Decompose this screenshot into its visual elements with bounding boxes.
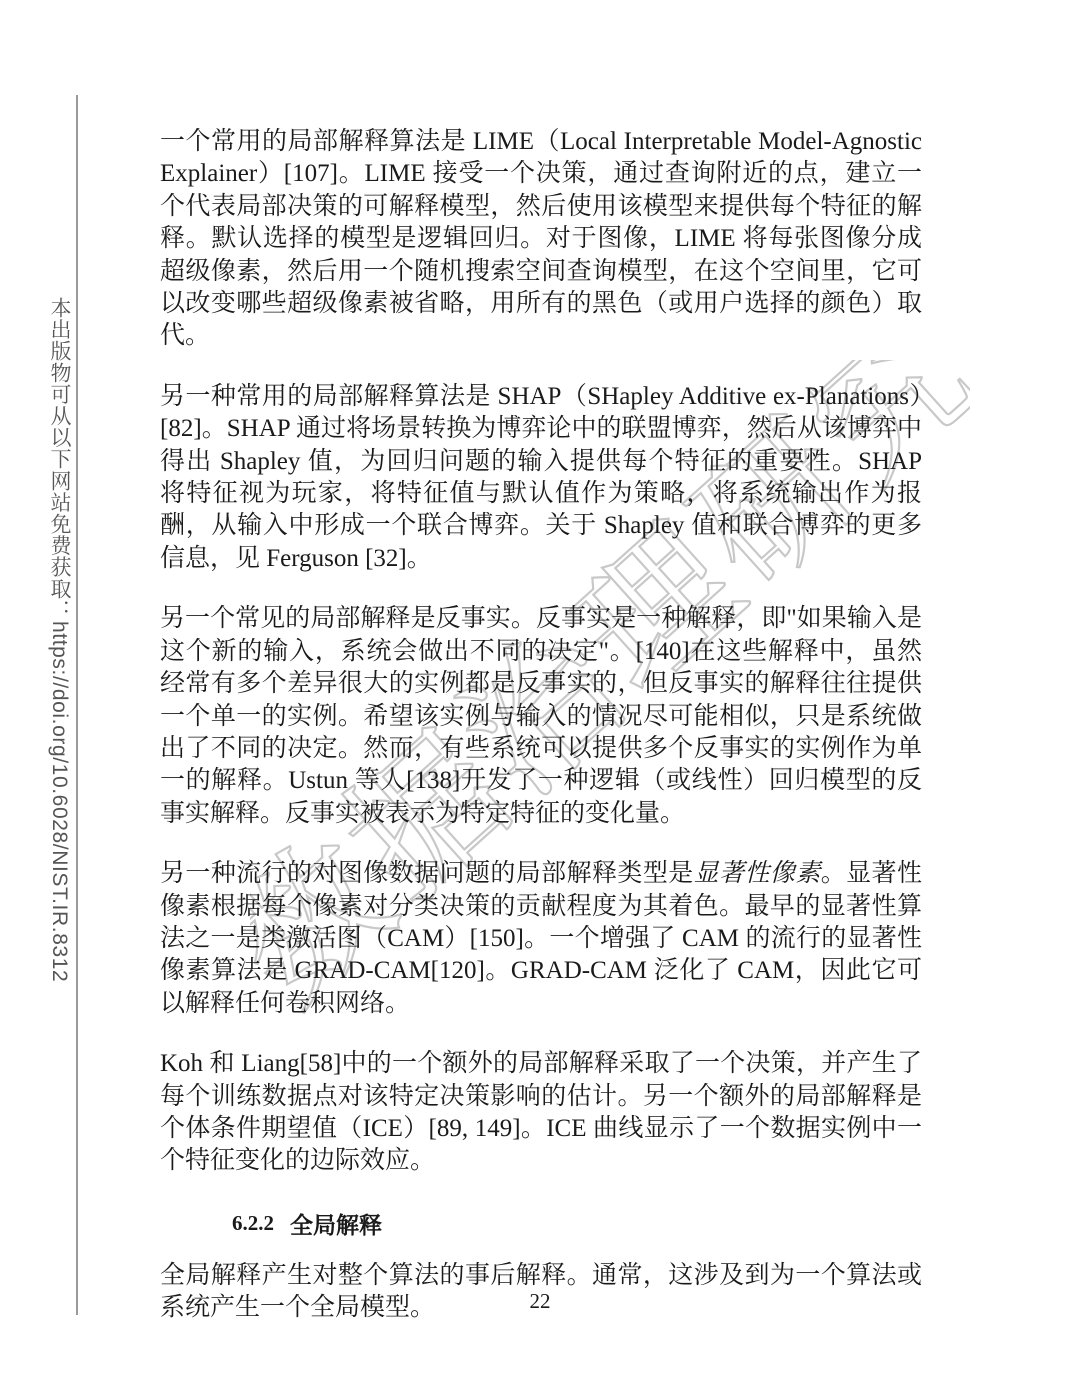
paragraph-shap: 另一种常用的局部解释算法是 SHAP（SHapley Additive ex-Planations）[82]。SHAP 通过将场景转换为博弈论中的联盟博弈，然后从该博弈中得出 Shapley 值，为回归问题的输入提供每个特征的重要性。SHAP 将特征视为玩家，将特征值与默认值作为策略，将系统输出作为报酬，从输入中形成一个联合博弈。关于 Shapley 值和联合博弈的更多信息，见 Ferguson [32]。 [160, 382, 922, 572]
left-margin-rule [76, 95, 78, 1315]
section-title: 全局解释 [290, 1213, 382, 1240]
main-text [160, 126, 922, 1353]
paragraph-saliency [160, 858, 922, 1020]
section-number: 6.2.2 [232, 1211, 274, 1236]
page-number: 22 [529, 1289, 551, 1313]
side-availability-note: 本出版物可从以下网站免费获取：https://doi.org/10.6028/NIST.IR.8312 [48, 297, 71, 983]
paragraph-lime: 一个常用的局部解释算法是 LIME（Local Interpretable Model-Agnostic Explainer）[107]。LIME 接受一个决策，通过查询附近的点，建立一个代表局部决策的可解释模型，然后使用该模型来提供每个特征的解释。默认选择的模型是逻辑回归。对于图像，LIME 将每张图像分成超级像素，然后用一个随机搜索空间查询模型，在这个空间里，它可以改变哪些超级像素被省略，用所有的黑色（或用户选择的颜色）取代。 [160, 128, 922, 350]
paragraph-global-explanation: 全局解释产生对整个算法的事后解释。通常，这涉及到为一个算法或系统产生一个全局模型。 [160, 1261, 922, 1322]
paragraph-counterfactual: 另一个常见的局部解释是反事实。反事实是一种解释，即"如果输入是这个新的输入，系统会做出不同的决定"。[140]在这些解释中，虽然经常有多个差异很大的实例都是反事实的，但反事实的解释往往提供一个单一的实例。希望该实例与输入的情况尽可能相似，只是系统做出了不同的决定。然而，有些系统可以提供多个反事实的实例作为单一的解释。Ustun 等人[138]开发了一种逻辑（或线性）回归模型的反事实解释。反事实被表示为特定特征的变化量。 [160, 605, 922, 827]
saliency-emphasis: 显著性像素 [693, 860, 821, 888]
saliency-text-before: 另一种流行的对图像数据问题的局部解释类型是 [160, 860, 694, 888]
watermark-text: 数据治理研究 [250, 360, 970, 1037]
paragraph-influence: Koh 和 Liang[58]中的一个额外的局部解释采取了一个决策，并产生了每个训练数据点对该特定决策影响的估计。另一个额外的局部解释是个体条件期望值（ICE）[89, 149]。ICE 曲线显示了一个数据实例中一个特征变化的边际效应。 [160, 1050, 922, 1175]
saliency-text-after: 。显著性像素根据每个像素对分类决策的贡献程度为其着色。最早的显著性算法之一是类激活图（CAM）[150]。一个增强了 CAM 的流行的显著性像素算法是 GRAD-CAM[120]。GRAD-CAM 泛化了 CAM，因此它可以解释任何卷积网络。 [160, 860, 922, 1017]
section-heading [232, 1206, 922, 1242]
